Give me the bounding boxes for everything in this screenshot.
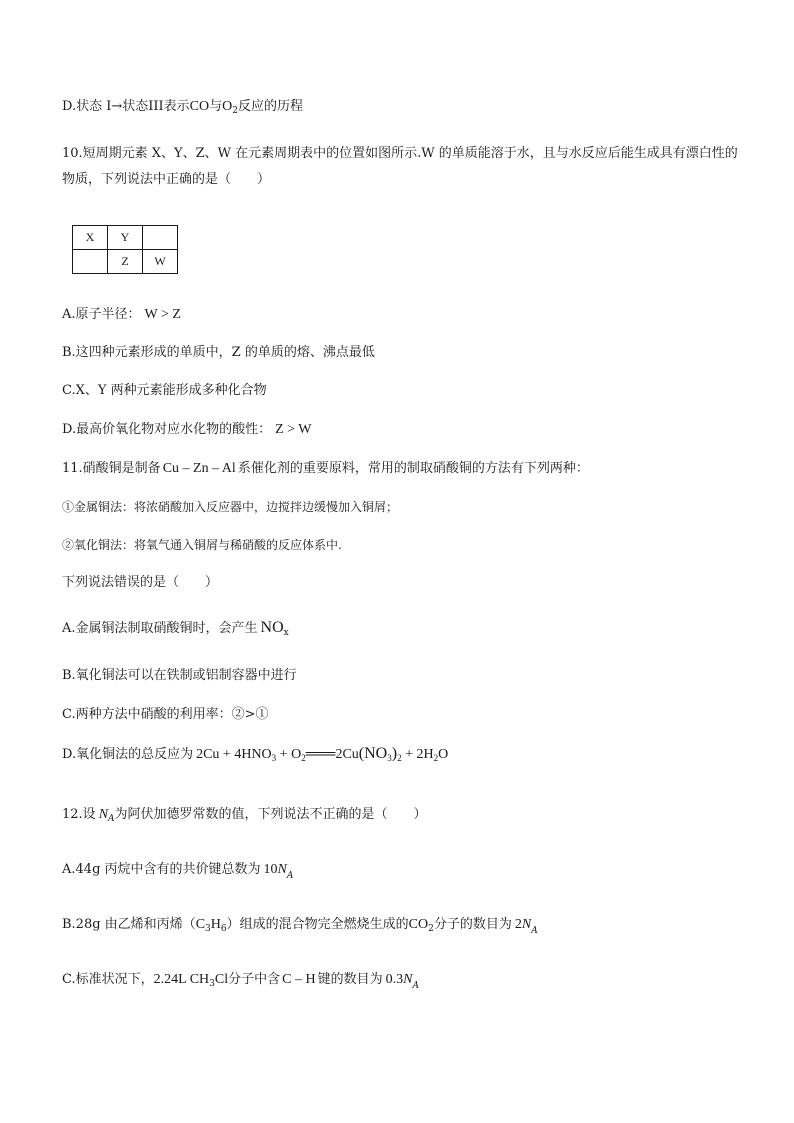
table-cell: X [73, 226, 108, 250]
table-row [73, 250, 178, 274]
q11-method-2: ②氧化铜法：将氧气通入铜屑与稀硝酸的反应体系中. [62, 538, 342, 552]
q11-option-a: A.金属铜法制取硝酸铜时，会产生 $NO_x$ [62, 619, 289, 638]
q11-question: 下列说法错误的是（ ） [62, 575, 219, 590]
table-cell: W [143, 250, 178, 274]
q10-option-a: A.原子半径： W > Z [62, 307, 181, 322]
q12-option-c: C.标准状况下，2.24L $CH_3Cl$分子中含 C – H 键的数目为 $0.3N_A$ [62, 972, 419, 991]
q11-stem: 11.硝酸铜是制备 Cu – Zn – Al 系催化剂的重要原料，常用的制取硝酸铜的方法有下列两种： [62, 461, 589, 476]
q11-option-c: C.两种方法中硝酸的利用率：②>① [62, 707, 269, 722]
q10-stem: 10.短周期元素 X、Y、Z、W 在元素周期表中的位置如图所示.W 的单质能溶于水，且与水反应后能生成具有漂白性的物质，下列说法中正确的是（ ） [62, 146, 738, 187]
q12-option-a: A.44g 丙烷中含有的共价键总数为 $10N_A$ [62, 862, 294, 881]
q11-equation: $2Cu + 4HNO_3$ + $O_2═══2Cu(NO_3)_2 + 2H_2O$ [196, 745, 449, 763]
q10-option-c: C.X、Y 两种元素能形成多种化合物 [62, 383, 267, 398]
q10-option-d: D.最高价氧化物对应水化物的酸性： Z > W [62, 422, 312, 437]
table-cell: Z [108, 250, 143, 274]
q9-option-d: D.状态 I→状态III表示CO与$O_2$反应的历程 [62, 99, 304, 116]
q11-option-d: D.氧化铜法的总反应为 $2Cu + 4HNO_3$ + $O_2═══2Cu(NO_3)_2 + 2H_2O$ [62, 745, 449, 763]
table-row [73, 226, 178, 250]
table-cell [143, 226, 178, 250]
q11-method-1: ①金属铜法：将浓硝酸加入反应器中，边搅拌边缓慢加入铜屑； [62, 500, 399, 514]
q11-option-b: B.氧化铜法可以在铁制或铝制容器中进行 [62, 668, 297, 683]
q12-stem: 12.设 $N_A$为阿伏加德罗常数的值，下列说法不正确的是（ ） [62, 807, 427, 824]
table-cell: Y [108, 226, 143, 250]
q10-periodic-table [72, 225, 178, 274]
q12-option-b: B.28g 由乙烯和丙烯$(C_3H_6)$组成的混合物完全燃烧生成的$CO_2$分子的数目为 $2N_A$ [62, 917, 538, 936]
q10-option-b: B.这四种元素形成的单质中，Z 的单质的熔、沸点最低 [62, 345, 375, 360]
table-cell [73, 250, 108, 274]
